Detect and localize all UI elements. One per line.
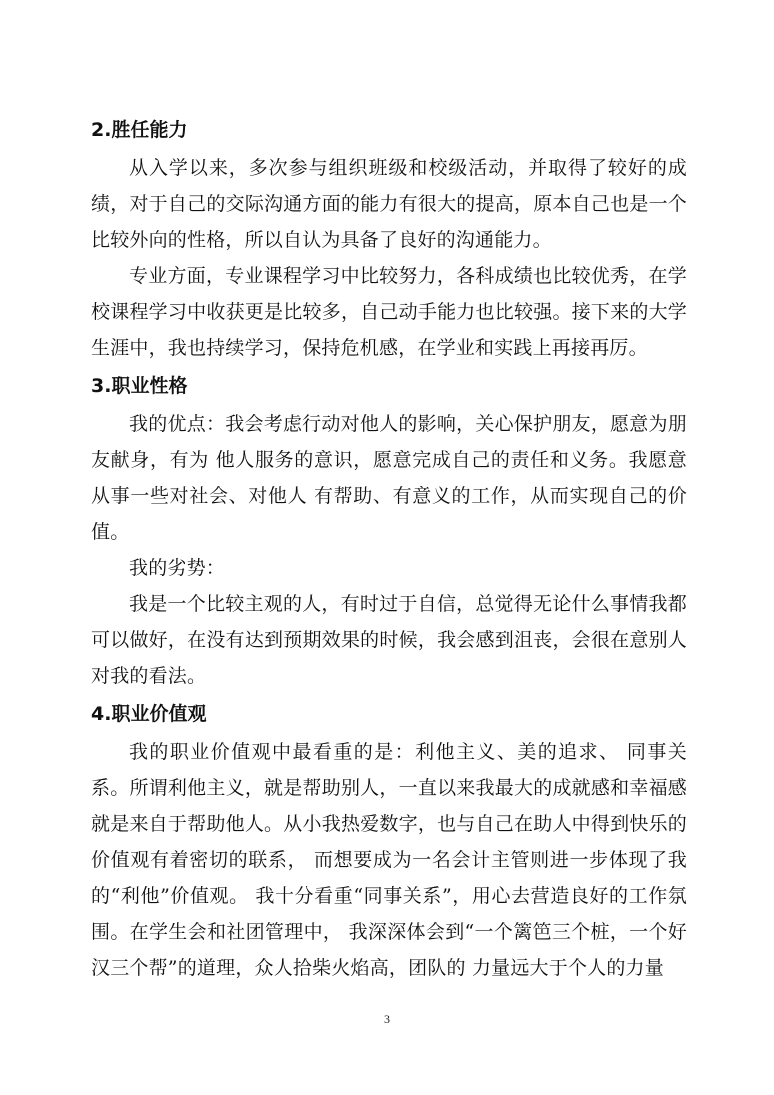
paragraph-personality-strengths: 我的优点：我会考虑行动对他人的影响，关心保护朋友，愿意为朋友献身，有为 他人服务的意识，愿意完成自己的责任和义务。我愿意从事一些对社会、对他人 有帮助、有意义的工作，从而实现自己的价值。 (91, 413, 687, 543)
section-heading-values: 4.职业价值观 (91, 703, 207, 725)
paragraph-values: 我的职业价值观中最看重的是：利他主义、美的追求、 同事关系。所谓利他主义，就是帮助别人，一直以来我最大的成就感和幸福感就是来自于帮助他人。从小我热爱数字，也与自己在助人中得到快乐的价值观有着密切的联系， 而想要成为一名会计主管则进一步体现了我的“利他”价值观。 我十分看重“同事关系”，用心去营造良好的工作氛围。在学生会和社团管理中， 我深深体会到“一个篱笆三个桩，一个好汉三个帮”的道理，众人拾柴火焰高，团队的 力量远大于个人的力量 (91, 741, 687, 979)
paragraph-competence-professional: 专业方面，专业课程学习中比较努力，各科成绩也比较优秀，在学校课程学习中收获更是比较多，自己动手能力也比较强。接下来的大学生涯中，我也持续学习，保持危机感，在学业和实践上再接再厉。 (91, 265, 687, 359)
page-number: 3 (384, 1012, 390, 1026)
paragraph-competence-communication: 从入学以来，多次参与组织班级和校级活动，并取得了较好的成绩，对于自己的交际沟通方面的能力有很大的提高，原本自己也是一个比较外向的性格，所以自认为具备了良好的沟通能力。 (91, 157, 687, 251)
section-heading-competence: 2.胜任能力 (91, 119, 188, 141)
paragraph-personality-weaknesses: 我是一个比较主观的人，有时过于自信，总觉得无论什么事情我都可以做好，在没有达到预期效果的时候，我会感到沮丧，会很在意别人对我的看法。 (91, 593, 687, 687)
page-content (91, 110, 687, 986)
section-heading-personality: 3.职业性格 (91, 375, 188, 397)
paragraph-personality-weakness-label: 我的劣势： (129, 557, 226, 579)
